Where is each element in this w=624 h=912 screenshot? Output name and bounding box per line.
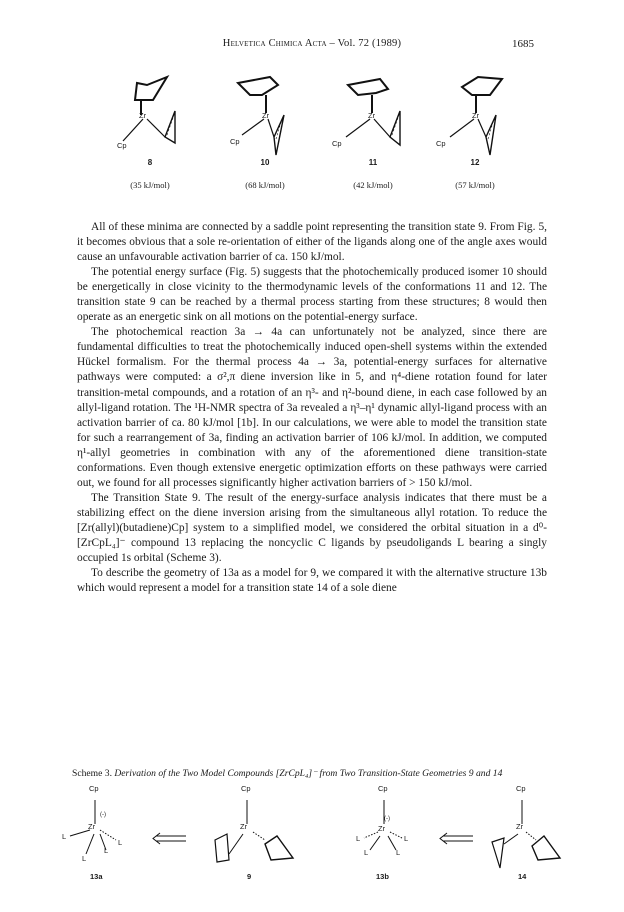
compound-number: 11: [368, 158, 378, 167]
paragraph: The photochemical reaction 3a → 4a can unfortunately not be analyzed, since there are fundamental difficulties to treat the photochemically induced open-shell systems within the extended Hückel formalism. For the thermal process 4a → 3a, potential-energy surfaces for alternative pathways were computed: a σ²,π diene inversion like in 5, and η⁴-diene rotation found for later transition-metal compounds, and a rotation of an η³- and η²-bound diene, in each case followed by an allyl-ligand rotation. The ¹H-NMR spectra of 3a revealed a η³–η¹ dynamic allyl-ligand process with an activation barrier of ca. 80 kJ/mol [1b]. In our calculations, we were able to model the transition state for such a rearrangement of 3a, finding an activation barrier of 106 kJ/mol. In addition, we computed η¹-allyl geometries in combination with any of the aforementioned diene transition-state conformations. Even though extensive energetic optimization efforts on these pathways were carried out, we found for all processes significantly higher activation barriers of > 150 kJ/mol.: [77, 326, 547, 489]
charge-label: (-): [384, 816, 390, 822]
structure-11-drawing: [318, 55, 428, 165]
ligand-label: L: [82, 854, 87, 863]
energy-label: (68 kJ/mol): [245, 180, 285, 190]
cp-label: Cp: [332, 139, 342, 148]
scheme-label: Scheme 3.: [72, 768, 115, 779]
cp-label: Cp: [241, 784, 251, 793]
compound-number: 14: [518, 872, 527, 881]
cp-label: Cp: [436, 139, 446, 148]
scheme-14-drawing: [478, 784, 568, 884]
scheme-structure-14: [478, 784, 568, 894]
journal-name: Helvetica Chimica Acta: [222, 38, 327, 49]
paragraph: The Transition State 9. The result of the energy-surface analysis indicates that there must be a stabilizing effect on the diene inversion arising from the simultaneous allyl rotation. To reduce the [Zr(allyl)(butadiene)Cp] system to a simplified model, we considered the orbital situation in a d⁰-[ZrCpL₄]⁻ compound 13 replacing the noncyclic C ligands by pseudoligands L bearing a singly occupied 1s orbital (Scheme 3).: [77, 491, 547, 565]
ligand-label: L: [364, 848, 369, 857]
compound-number: 9: [247, 872, 252, 881]
energy-label: (57 kJ/mol): [455, 180, 495, 190]
cp-label: Cp: [516, 784, 526, 793]
body-text: [77, 220, 547, 596]
compound-number: 8: [147, 158, 153, 167]
cp-label: Cp: [378, 784, 388, 793]
scheme-9-drawing: [195, 784, 305, 884]
arrow-left-icon: [150, 832, 190, 846]
zr-label: Zr: [368, 111, 376, 120]
compound-number: 13b: [376, 872, 389, 881]
energy-label: (42 kJ/mol): [353, 180, 393, 190]
structure-8-drawing: [95, 55, 205, 165]
paragraph: To describe the geometry of 13a as a model for 9, we compared it with the alternative structure 13b which would represent a model for a transition state 14 of a sole diene: [77, 567, 547, 595]
journal-volume: – Vol. 72 (1989): [326, 38, 402, 49]
paragraph: The potential energy surface (Fig. 5) suggests that the photochemically produced isomer 10 should be energetically in close vicinity to the thermodynamic levels of the conformations 11 and 12. The transition state 9 can be reached by a thermal process starting from these structures; 8 would then operate as an energetic sink on all motions on the potential-energy surface.: [77, 266, 547, 324]
paragraph: All of these minima are connected by a saddle point representing the transition state 9. From Fig. 5, it becomes obvious that a sole re-orientation of either of the ligands along one of the angle axes would cause an unfavourable activation barrier of ca. 150 kJ/mol.: [77, 221, 547, 264]
charge-label: (-): [100, 812, 106, 818]
scheme-structure-13b: [340, 784, 450, 894]
cp-label: Cp: [117, 141, 127, 150]
page-number: 1685: [512, 38, 534, 50]
ligand-label: L: [118, 838, 123, 847]
zr-label: Zr: [139, 111, 147, 120]
arrow-left-icon: [437, 832, 477, 846]
compound-number: 10: [260, 158, 270, 167]
compound-number: 13a: [90, 872, 103, 881]
zr-label: Zr: [378, 824, 386, 833]
scheme-title: Derivation of the Two Model Compounds [ZrCpL₄]⁻ from Two Transition-State Geometries 9 and 14: [114, 768, 503, 779]
zr-label: Zr: [240, 822, 248, 831]
ligand-label: L: [396, 848, 401, 857]
ligand-label: L: [404, 834, 409, 843]
energy-label: (35 kJ/mol): [130, 180, 170, 190]
structure-12-drawing: [420, 55, 530, 165]
cp-label: Cp: [230, 137, 240, 146]
ligand-label: L: [356, 834, 361, 843]
cp-label: Cp: [89, 784, 99, 793]
zr-label: Zr: [472, 111, 480, 120]
zr-label: Zr: [88, 822, 96, 831]
compound-number: 12: [470, 158, 480, 167]
structure-10-drawing: [210, 55, 320, 165]
zr-label: Zr: [516, 822, 524, 831]
scheme-structure-9: [195, 784, 305, 894]
ligand-label: L: [104, 846, 109, 855]
ligand-label: L: [62, 832, 67, 841]
zr-label: Zr: [262, 111, 270, 120]
scheme-caption: [72, 768, 562, 779]
